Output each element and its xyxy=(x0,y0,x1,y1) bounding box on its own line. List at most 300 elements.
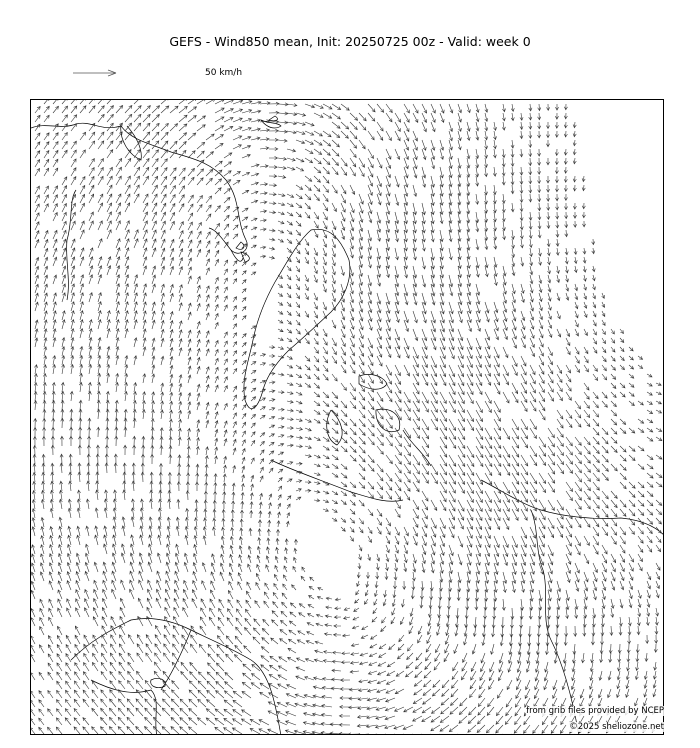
wind-vector-arrow xyxy=(442,680,449,688)
wind-vector-arrow xyxy=(611,500,617,508)
wind-vector-arrow xyxy=(638,365,643,369)
wind-vector-arrow xyxy=(197,169,204,176)
wind-vector-arrow xyxy=(134,320,137,329)
wind-vector-arrow xyxy=(602,581,606,590)
wind-vector-arrow xyxy=(610,626,613,635)
wind-vector-arrow xyxy=(33,482,36,492)
wind-vector-arrow xyxy=(39,672,44,680)
wind-vector-arrow xyxy=(413,185,417,196)
wind-vector-arrow xyxy=(341,482,347,487)
wind-vector-arrow xyxy=(653,671,656,679)
wind-vector-arrow xyxy=(431,545,435,555)
wind-vector-arrow xyxy=(53,257,57,266)
wind-vector-arrow xyxy=(53,230,57,239)
wind-vector-arrow xyxy=(357,581,360,586)
wind-vector-arrow xyxy=(593,473,599,481)
wind-vector-arrow xyxy=(230,546,233,555)
wind-vector-arrow xyxy=(373,608,377,614)
wind-vector-arrow xyxy=(125,284,129,293)
wind-vector-arrow xyxy=(215,295,218,302)
wind-vector-arrow xyxy=(575,518,581,528)
wind-vector-arrow xyxy=(295,694,305,698)
wind-vector-arrow xyxy=(584,311,587,317)
wind-vector-arrow xyxy=(278,408,284,411)
wind-vector-arrow xyxy=(116,106,123,114)
wind-vector-arrow xyxy=(592,239,595,245)
wind-vector-arrow xyxy=(68,508,71,518)
wind-vector-arrow xyxy=(130,580,134,590)
wind-vector-arrow xyxy=(530,446,537,457)
wind-vector-arrow xyxy=(127,708,134,716)
wind-vector-arrow xyxy=(620,392,625,397)
wind-vector-arrow xyxy=(381,626,386,632)
wind-vector-arrow xyxy=(161,401,164,410)
wind-vector-arrow xyxy=(161,284,165,293)
wind-vector-arrow xyxy=(197,240,201,248)
wind-vector-arrow xyxy=(158,508,161,518)
wind-vector-arrow xyxy=(145,717,152,725)
wind-vector-arrow xyxy=(434,662,440,670)
wind-vector-arrow xyxy=(197,357,200,365)
wind-vector-arrow xyxy=(647,590,650,598)
wind-vector-arrow xyxy=(449,149,452,159)
wind-vector-arrow xyxy=(80,311,83,320)
wind-vector-arrow xyxy=(179,177,185,185)
wind-vector-arrow xyxy=(224,206,230,212)
wind-vector-arrow xyxy=(511,176,514,185)
wind-vector-arrow xyxy=(183,608,188,617)
wind-vector-arrow xyxy=(422,491,428,501)
wind-vector-arrow xyxy=(224,403,227,410)
wind-vector-arrow xyxy=(96,472,99,482)
wind-vector-arrow xyxy=(607,689,611,698)
wind-vector-arrow xyxy=(251,200,258,203)
wind-vector-arrow xyxy=(529,113,532,120)
wind-vector-arrow xyxy=(269,675,278,681)
wind-vector-arrow xyxy=(92,727,98,734)
wind-vector-arrow xyxy=(341,410,347,417)
wind-vector-arrow xyxy=(520,194,523,202)
wind-vector-arrow xyxy=(119,671,125,680)
wind-vector-arrow xyxy=(566,545,571,555)
wind-vector-arrow xyxy=(214,483,217,491)
wind-vector-arrow xyxy=(287,158,295,161)
wind-vector-arrow xyxy=(485,140,488,149)
wind-vector-arrow xyxy=(339,714,350,717)
wind-vector-arrow xyxy=(116,194,121,203)
wind-vector-arrow xyxy=(75,654,80,663)
wind-vector-arrow xyxy=(323,410,329,415)
wind-vector-arrow xyxy=(188,366,191,374)
wind-vector-arrow xyxy=(120,635,126,644)
wind-vector-arrow xyxy=(147,616,152,626)
wind-vector-arrow xyxy=(133,436,136,446)
wind-vector-arrow xyxy=(179,402,182,411)
wind-vector-arrow xyxy=(602,320,605,326)
wind-vector-arrow xyxy=(125,257,129,266)
wind-vector-arrow xyxy=(221,536,224,545)
wind-vector-arrow xyxy=(539,410,545,420)
wind-vector-arrow xyxy=(69,472,72,482)
wind-vector-arrow xyxy=(269,372,275,375)
wind-vector-arrow xyxy=(502,194,505,203)
wind-vector-arrow xyxy=(413,527,418,536)
wind-vector-arrow xyxy=(95,508,98,518)
wind-vector-arrow xyxy=(157,580,161,590)
wind-vector-arrow xyxy=(413,140,418,150)
wind-vector-arrow xyxy=(350,419,356,426)
wind-vector-arrow xyxy=(44,204,48,212)
wind-vector-arrow xyxy=(502,176,505,185)
wind-vector-arrow xyxy=(458,185,461,196)
wind-vector-arrow xyxy=(98,132,104,140)
wind-vector-arrow xyxy=(620,464,626,470)
wind-vector-arrow xyxy=(276,530,279,537)
wind-vector-arrow xyxy=(422,149,426,160)
wind-vector-arrow xyxy=(386,437,392,446)
wind-vector-arrow xyxy=(413,509,418,519)
wind-vector-arrow xyxy=(368,176,373,186)
wind-vector-arrow xyxy=(101,718,108,726)
wind-vector-arrow xyxy=(544,671,548,681)
wind-vector-arrow xyxy=(493,131,496,140)
wind-vector-arrow xyxy=(118,717,125,725)
wind-vector-arrow xyxy=(80,132,86,140)
wind-vector-arrow xyxy=(147,589,152,599)
wind-vector-arrow xyxy=(224,430,227,437)
wind-vector-arrow xyxy=(449,122,453,132)
wind-vector-arrow xyxy=(503,230,506,240)
wind-vector-arrow xyxy=(102,626,107,635)
wind-vector-arrow xyxy=(190,662,197,671)
wind-vector-arrow xyxy=(404,104,409,113)
wind-vector-arrow xyxy=(590,662,593,672)
wind-vector-arrow xyxy=(233,710,242,717)
wind-vector-arrow xyxy=(332,104,341,110)
wind-vector-arrow xyxy=(584,365,589,372)
wind-vector-arrow xyxy=(512,320,516,330)
wind-vector-arrow xyxy=(112,589,117,599)
wind-vector-arrow xyxy=(44,275,48,284)
wind-vector-arrow xyxy=(529,212,532,220)
wind-vector-arrow xyxy=(413,311,418,323)
wind-vector-arrow xyxy=(53,320,56,329)
wind-vector-arrow xyxy=(179,321,182,329)
wind-vector-arrow xyxy=(269,129,278,132)
wind-vector-arrow xyxy=(323,464,329,468)
wind-vector-arrow xyxy=(204,509,207,518)
wind-vector-arrow xyxy=(224,287,227,293)
wind-vector-arrow xyxy=(548,311,552,319)
wind-vector-arrow xyxy=(289,630,296,635)
wind-vector-arrow xyxy=(134,293,138,302)
wind-vector-arrow xyxy=(269,256,275,259)
wind-vector-arrow xyxy=(565,221,568,228)
wind-vector-arrow xyxy=(296,167,304,171)
wind-vector-arrow xyxy=(368,410,374,419)
wind-vector-arrow xyxy=(418,626,422,634)
wind-vector-arrow xyxy=(159,499,162,509)
wind-vector-arrow xyxy=(575,599,578,609)
wind-vector-arrow xyxy=(602,356,606,362)
wind-vector-arrow xyxy=(493,212,496,222)
wind-vector-arrow xyxy=(548,500,554,511)
wind-vector-arrow xyxy=(44,284,48,293)
wind-vector-arrow xyxy=(170,168,176,176)
wind-vector-arrow xyxy=(332,275,336,284)
wind-vector-arrow xyxy=(84,608,89,617)
wind-vector-arrow xyxy=(584,419,590,427)
wind-vector-arrow xyxy=(552,716,557,725)
wind-vector-arrow xyxy=(359,455,365,462)
wind-vector-arrow xyxy=(76,553,80,563)
wind-vector-arrow xyxy=(422,275,426,287)
wind-vector-arrow xyxy=(377,392,383,401)
wind-vector-arrow xyxy=(224,242,228,248)
wind-vector-arrow xyxy=(620,509,626,516)
wind-vector-arrow xyxy=(116,347,119,356)
wind-vector-arrow xyxy=(368,428,374,436)
wind-vector-arrow xyxy=(242,280,246,284)
wind-vector-arrow xyxy=(269,175,277,178)
wind-vector-arrow xyxy=(511,185,514,194)
wind-vector-arrow xyxy=(575,446,581,455)
wind-vector-arrow xyxy=(252,674,261,681)
wind-vector-arrow xyxy=(557,410,563,419)
wind-vector-arrow xyxy=(485,392,491,403)
wind-vector-arrow xyxy=(314,659,323,662)
wind-vector-arrow xyxy=(296,480,302,483)
wind-vector-arrow xyxy=(458,536,463,547)
wind-vector-arrow xyxy=(323,428,329,433)
wind-vector-arrow xyxy=(314,221,318,228)
wind-vector-arrow xyxy=(89,100,95,104)
wind-vector-arrow xyxy=(401,599,404,607)
wind-vector-arrow xyxy=(233,136,242,140)
wind-vector-arrow xyxy=(261,656,269,662)
wind-vector-arrow xyxy=(583,248,586,254)
wind-vector-arrow xyxy=(57,645,62,653)
wind-vector-arrow xyxy=(85,590,89,600)
wind-vector-arrow xyxy=(175,580,179,590)
wind-vector-arrow xyxy=(69,436,72,446)
wind-vector-arrow xyxy=(139,562,143,572)
wind-vector-arrow xyxy=(529,158,532,166)
wind-vector-arrow xyxy=(80,364,83,374)
wind-vector-arrow xyxy=(141,463,144,473)
wind-vector-arrow xyxy=(161,212,166,221)
wind-vector-arrow xyxy=(188,411,191,419)
wind-vector-arrow xyxy=(395,707,405,711)
wind-vector-arrow xyxy=(287,374,293,377)
wind-vector-arrow xyxy=(619,626,622,635)
wind-vector-arrow xyxy=(216,672,224,680)
wind-vector-arrow xyxy=(562,680,566,690)
wind-vector-arrow xyxy=(546,158,549,165)
wind-vector-arrow xyxy=(440,554,444,564)
wind-vector-arrow xyxy=(556,221,559,228)
wind-vector-arrow xyxy=(98,100,104,104)
wind-vector-arrow xyxy=(204,491,207,500)
wind-vector-arrow xyxy=(143,230,147,239)
wind-vector-arrow xyxy=(49,608,53,617)
wind-vector-arrow xyxy=(655,635,658,643)
wind-vector-arrow xyxy=(322,686,332,689)
wind-vector-arrow xyxy=(314,194,319,201)
wind-vector-arrow xyxy=(154,699,161,707)
wind-vector-arrow xyxy=(520,212,523,221)
wind-vector-arrow xyxy=(368,149,374,159)
wind-vector-arrow xyxy=(218,617,224,626)
wind-vector-arrow xyxy=(413,554,416,563)
wind-vector-arrow xyxy=(242,334,246,338)
wind-vector-arrow xyxy=(152,374,155,383)
wind-vector-arrow xyxy=(356,590,359,595)
wind-vector-arrow xyxy=(101,699,107,707)
wind-vector-arrow xyxy=(98,356,101,366)
wind-vector-arrow xyxy=(350,329,354,338)
wind-vector-arrow xyxy=(157,571,161,581)
wind-vector-arrow xyxy=(44,239,48,248)
wind-vector-arrow xyxy=(656,428,662,431)
wind-vector-arrow xyxy=(124,427,127,437)
wind-vector-arrow xyxy=(323,329,327,336)
wind-vector-arrow xyxy=(602,491,608,499)
wind-vector-arrow xyxy=(367,707,377,710)
wind-vector-arrow xyxy=(496,716,503,724)
wind-vector-arrow xyxy=(369,653,377,657)
wind-vector-arrow xyxy=(52,427,55,437)
wind-vector-arrow xyxy=(332,185,337,193)
wind-vector-arrow xyxy=(493,185,496,195)
wind-vector-arrow xyxy=(278,157,286,160)
wind-vector-arrow xyxy=(530,455,537,466)
wind-vector-arrow xyxy=(287,391,293,394)
wind-vector-arrow xyxy=(269,468,273,473)
wind-vector-arrow xyxy=(215,241,219,248)
wind-vector-arrow xyxy=(80,100,86,104)
wind-vector-arrow xyxy=(584,410,590,418)
wind-vector-arrow xyxy=(602,392,607,398)
wind-vector-arrow xyxy=(352,626,359,629)
wind-vector-arrow xyxy=(519,626,522,637)
wind-vector-arrow xyxy=(224,162,232,167)
wind-vector-arrow xyxy=(74,709,80,717)
wind-vector-arrow xyxy=(287,426,293,429)
wind-vector-arrow xyxy=(270,656,278,662)
wind-vector-arrow xyxy=(197,349,200,357)
wind-vector-arrow xyxy=(143,194,148,203)
wind-vector-arrow xyxy=(62,320,65,329)
wind-vector-arrow xyxy=(530,491,537,502)
wind-vector-arrow xyxy=(566,338,570,346)
wind-vector-arrow xyxy=(332,158,339,166)
wind-vector-arrow xyxy=(269,425,275,428)
wind-vector-arrow xyxy=(334,616,341,619)
wind-vector-arrow xyxy=(166,580,170,590)
wind-vector-arrow xyxy=(512,356,517,366)
wind-vector-arrow xyxy=(629,401,634,406)
wind-vector-arrow xyxy=(609,653,612,662)
wind-vector-arrow xyxy=(107,123,113,131)
wind-vector-arrow xyxy=(178,437,181,446)
wind-vector-arrow xyxy=(152,230,156,239)
wind-vector-arrow xyxy=(620,473,626,480)
wind-vector-arrow xyxy=(125,356,128,365)
wind-vector-arrow xyxy=(80,106,86,113)
wind-vector-arrow xyxy=(242,226,247,230)
wind-vector-arrow xyxy=(242,244,247,248)
wind-vector-arrow xyxy=(332,437,338,442)
wind-vector-arrow xyxy=(627,644,630,653)
wind-vector-arrow xyxy=(440,500,446,511)
wind-vector-arrow xyxy=(119,644,125,653)
wind-vector-arrow xyxy=(60,454,63,464)
wind-vector-arrow xyxy=(385,572,388,580)
wind-vector-arrow xyxy=(155,644,161,653)
wind-vector-arrow xyxy=(197,249,201,257)
wind-vector-arrow xyxy=(404,545,408,554)
wind-vector-arrow xyxy=(89,159,94,167)
wind-vector-arrow xyxy=(143,392,146,401)
wind-vector-arrow xyxy=(593,590,597,600)
wind-vector-arrow xyxy=(265,583,269,590)
wind-vector-arrow xyxy=(422,419,429,430)
wind-vector-arrow xyxy=(414,680,422,686)
wind-vector-arrow xyxy=(85,544,89,554)
wind-vector-arrow xyxy=(161,159,167,167)
wind-vector-arrow xyxy=(364,599,368,604)
wind-vector-arrow xyxy=(584,437,590,445)
wind-vector-arrow xyxy=(205,473,208,482)
wind-vector-arrow xyxy=(31,700,35,707)
wind-vector-arrow xyxy=(611,518,617,526)
wind-vector-arrow xyxy=(565,257,568,264)
wind-vector-arrow xyxy=(341,437,347,443)
wind-vector-arrow xyxy=(521,401,527,412)
wind-vector-arrow xyxy=(138,616,143,626)
wind-vector-arrow xyxy=(422,716,431,722)
wind-vector-arrow xyxy=(115,427,118,437)
wind-vector-arrow xyxy=(368,338,373,348)
wind-vector-arrow xyxy=(359,446,365,453)
wind-vector-arrow xyxy=(251,218,257,221)
wind-vector-arrow xyxy=(53,159,58,167)
wind-vector-arrow xyxy=(169,419,172,428)
wind-vector-arrow xyxy=(70,427,73,437)
wind-vector-arrow xyxy=(377,374,383,384)
wind-vector-arrow xyxy=(229,572,233,581)
wind-vector-arrow xyxy=(159,464,162,474)
wind-vector-arrow xyxy=(290,603,296,608)
wind-vector-arrow xyxy=(125,176,130,185)
wind-vector-arrow xyxy=(377,104,384,112)
wind-vector-arrow xyxy=(471,662,476,671)
wind-vector-arrow xyxy=(505,734,512,735)
wind-vector-arrow xyxy=(485,230,488,240)
wind-vector-arrow xyxy=(179,115,187,122)
wind-vector-arrow xyxy=(287,685,296,690)
wind-vector-arrow xyxy=(75,635,80,644)
wind-vector-arrow xyxy=(308,614,314,617)
wind-vector-arrow xyxy=(485,428,492,440)
wind-vector-arrow xyxy=(112,553,116,563)
wind-vector-arrow xyxy=(107,257,111,266)
wind-vector-arrow xyxy=(431,464,438,475)
wind-vector-arrow xyxy=(125,365,128,374)
wind-vector-arrow xyxy=(193,572,197,582)
wind-vector-arrow xyxy=(272,611,278,617)
